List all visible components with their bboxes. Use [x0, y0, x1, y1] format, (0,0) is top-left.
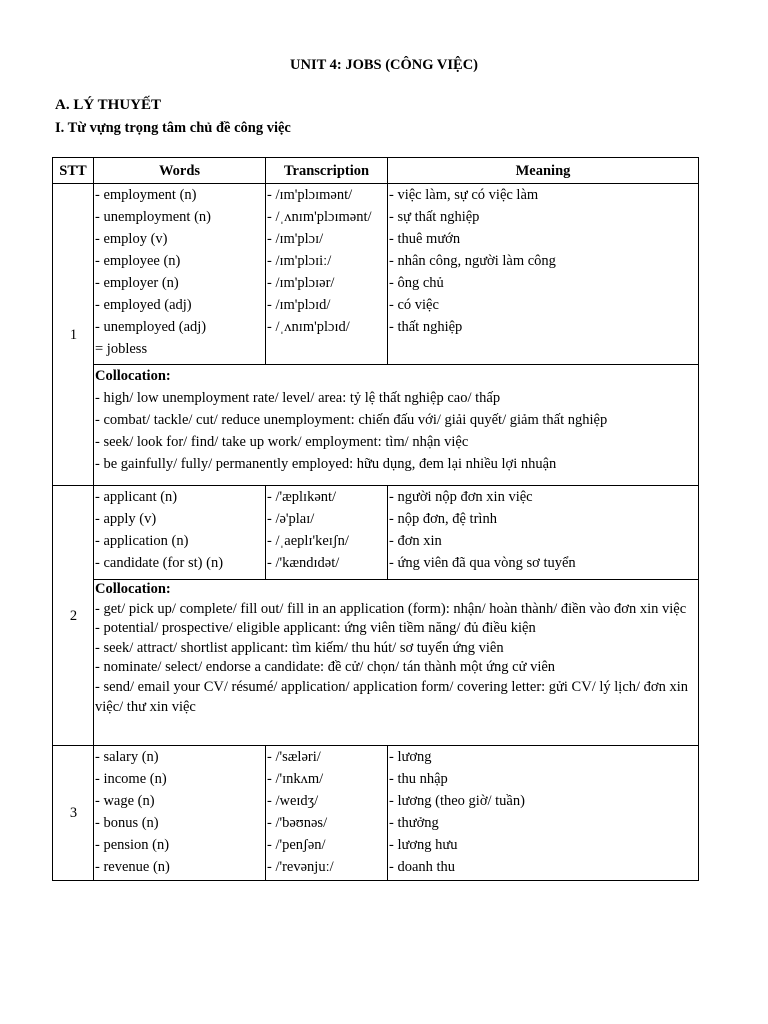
collocation-row	[53, 580, 699, 746]
vocabulary-table	[52, 157, 699, 881]
collocation: - combat/ tackle/ cut/ reduce unemployment: chiến đấu với/ giải quyết/ giảm thất nghiệp	[95, 412, 608, 428]
word: = jobless	[95, 341, 148, 357]
transcription-cell	[266, 486, 388, 580]
meaning-cell	[388, 746, 699, 881]
words-cell	[94, 184, 266, 365]
transcription-cell	[266, 746, 388, 881]
table-row	[53, 746, 699, 881]
meaning: - lương hưu	[389, 837, 458, 853]
row-number: 2	[53, 486, 94, 746]
collocation: - nominate/ select/ endorse a candidate: đề cử/ chọn/ tán thành một ứng cử viên	[95, 659, 556, 676]
meaning: - thưởng	[389, 815, 439, 831]
word: - salary (n)	[95, 749, 159, 765]
transcription: - /ˌʌnɪm'plɔɪd/	[267, 319, 350, 335]
meaning: - nộp đơn, đệ trình	[389, 511, 497, 527]
meaning: - doanh thu	[389, 859, 456, 875]
meaning: - thất nghiệp	[389, 319, 463, 335]
word: - employment (n)	[95, 187, 197, 203]
meaning: - việc làm, sự có việc làm	[389, 187, 539, 203]
collocation-label: Collocation:	[95, 581, 171, 597]
meaning-cell	[388, 184, 699, 365]
collocation: - seek/ look for/ find/ take up work/ employment: tìm/ nhận việc	[95, 434, 469, 450]
collocation-row	[53, 365, 699, 486]
word: - employed (adj)	[95, 297, 192, 313]
meaning-cell	[388, 486, 699, 580]
meaning: - thuê mướn	[389, 231, 461, 247]
word: - application (n)	[95, 533, 189, 549]
collocation: - high/ low unemployment rate/ level/ area: tỷ lệ thất nghiệp cao/ thấp	[95, 390, 501, 406]
collocation: - be gainfully/ fully/ permanently employed: hữu dụng, đem lại nhiều lợi nhuận	[95, 456, 557, 472]
transcription: - /ˌʌnɪm'plɔɪmənt/	[267, 209, 372, 225]
word: - candidate (for st) (n)	[95, 555, 224, 571]
subsection-heading-vocabulary: I. Từ vựng trọng tâm chủ đề công việc	[55, 120, 291, 136]
transcription: - /'bəʊnəs/	[267, 815, 328, 831]
page-title: UNIT 4: JOBS (CÔNG VIỆC)	[290, 57, 478, 73]
word: - wage (n)	[95, 793, 155, 809]
header-meaning: Meaning	[388, 158, 699, 184]
collocation-cell	[94, 365, 699, 486]
table-row	[53, 486, 699, 580]
header-words: Words	[94, 158, 266, 184]
transcription: - /weɪdʒ/	[267, 793, 319, 809]
table-header-row	[53, 158, 699, 184]
word: - employer (n)	[95, 275, 179, 291]
meaning: - lương	[389, 749, 432, 765]
collocation: - send/ email your CV/ résumé/ application/ application form/ covering letter: gửi CV/ lý lịch/ đơn xin việc/ thư xin việc	[95, 678, 688, 715]
word: - applicant (n)	[95, 489, 178, 505]
transcription: - /'æplɪkənt/	[267, 489, 337, 505]
row-number: 3	[53, 746, 94, 881]
word: - bonus (n)	[95, 815, 159, 831]
meaning: - có việc	[389, 297, 439, 313]
section-heading-theory: A. LÝ THUYẾT	[55, 97, 161, 113]
word: - employee (n)	[95, 253, 181, 269]
meaning: - sự thất nghiệp	[389, 209, 480, 225]
transcription: - /ə'plaɪ/	[267, 511, 315, 527]
row-number: 1	[53, 184, 94, 486]
transcription: - /ˌaeplɪ'keɪʃn/	[267, 533, 349, 549]
transcription: - /ɪm'plɔɪiː/	[267, 253, 332, 269]
words-cell	[94, 486, 266, 580]
collocation-cell	[94, 580, 699, 746]
meaning: - lương (theo giờ/ tuần)	[389, 793, 525, 809]
transcription-cell	[266, 184, 388, 365]
meaning: - nhân công, người làm công	[389, 253, 556, 269]
word: - pension (n)	[95, 837, 170, 853]
collocation: - seek/ attract/ shortlist applicant: tìm kiếm/ thu hút/ sơ tuyển ứng viên	[95, 639, 504, 656]
transcription: - /'sæləri/	[267, 749, 321, 765]
collocation: - get/ pick up/ complete/ fill out/ fill in an application (form): nhận/ hoàn thành/ điền vào đơn xin việc	[95, 600, 687, 617]
words-cell	[94, 746, 266, 881]
transcription: - /ɪm'plɔɪmənt/	[267, 187, 353, 203]
table-row	[53, 184, 699, 365]
transcription: - /ɪm'plɔɪər/	[267, 275, 335, 291]
transcription: - /'kændɪdət/	[267, 555, 340, 571]
meaning: - người nộp đơn xin việc	[389, 489, 533, 505]
transcription: - /ɪm'plɔɪ/	[267, 231, 324, 247]
word: - income (n)	[95, 771, 167, 787]
word: - revenue (n)	[95, 859, 170, 875]
word: - apply (v)	[95, 511, 157, 527]
header-stt: STT	[53, 158, 94, 184]
header-transcription: Transcription	[266, 158, 388, 184]
transcription: - /'revənjuː/	[267, 859, 334, 875]
transcription: - /'ɪnkʌm/	[267, 771, 324, 787]
collocation: - potential/ prospective/ eligible applicant: ứng viên tiềm năng/ đủ điều kiện	[95, 620, 536, 637]
meaning: - đơn xin	[389, 533, 442, 549]
word: - unemployed (adj)	[95, 319, 207, 335]
transcription: - /'penʃən/	[267, 837, 326, 853]
collocation-label: Collocation:	[95, 368, 171, 384]
meaning: - thu nhập	[389, 771, 448, 787]
transcription: - /ɪm'plɔɪd/	[267, 297, 331, 313]
word: - employ (v)	[95, 231, 168, 247]
meaning: - ứng viên đã qua vòng sơ tuyển	[389, 555, 576, 571]
meaning: - ông chủ	[389, 275, 444, 291]
word: - unemployment (n)	[95, 209, 211, 225]
